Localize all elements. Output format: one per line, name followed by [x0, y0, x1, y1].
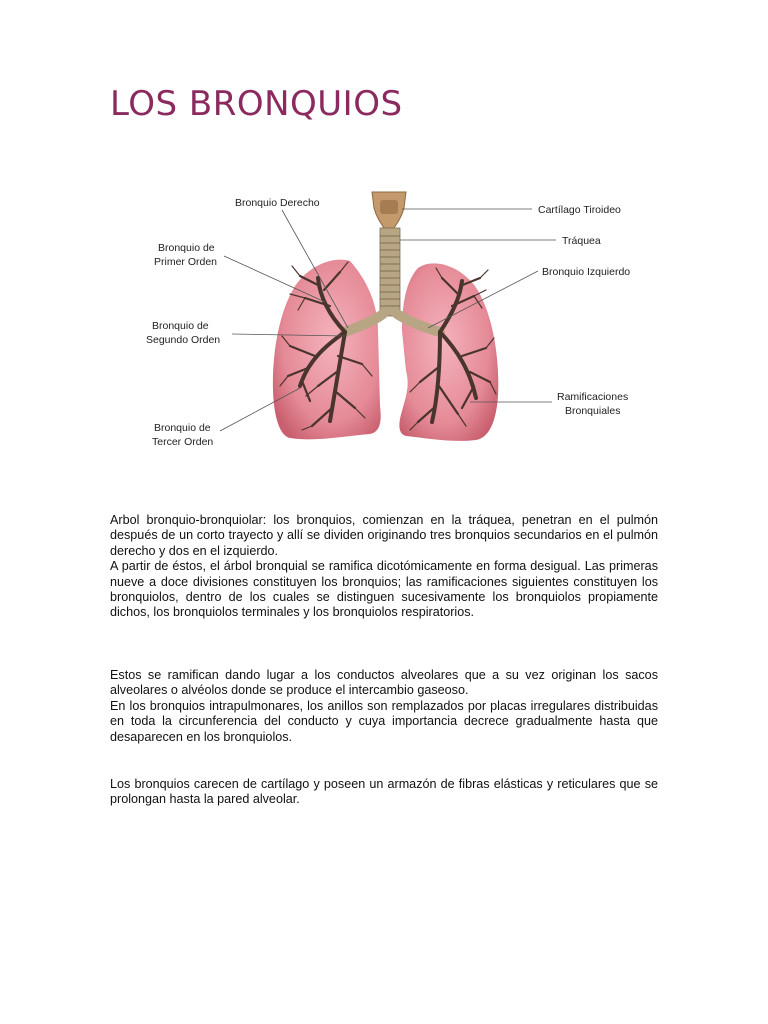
label-segundo-orden-line1: Bronquio de [152, 320, 209, 332]
page-title: LOS BRONQUIOS [110, 84, 403, 124]
paragraph-conductos-alveolares: Estos se ramifican dando lugar a los conductos alveolares que a su vez originan los sacos alveolares o alvéolos donde se produce el intercambio gaseoso. En los bronquios intrapulmonares, los anillos son remplazados por placas irregulares distribuidas en toda la circunferencia del conducto y cuya importancia decrece gradualmente hasta que desaparecen en los bronquiolos. [110, 668, 658, 744]
label-traquea: Tráquea [562, 235, 601, 247]
paragraph-fibras-elasticas: Los bronquios carecen de cartílago y poseen un armazón de fibras elásticas y reticulares que se prolongan hasta la pared alveolar. [110, 777, 658, 807]
label-bronquio-derecho: Bronquio Derecho [235, 197, 320, 209]
trachea [380, 228, 400, 316]
paragraph-arbol-bronquial: Arbol bronquio-bronquiolar: los bronquios, comienzan en la tráquea, penetran en el pulmón después de un corto trayecto y allí se dividen originando tres bronquios secundarios en el pulmón derecho y dos en el izquierdo. A partir de éstos, el árbol bronquial se ramifica dicotómicamente en forma desigual. Las primeras nueve a doce divisiones constituyen los bronquios; las ramificaciones siguientes constituyen los bronquiolos, dentro de los cuales se distinguen sucesivamente los bronquiolos propiamente dichos, los bronquiolos terminales y los bronquiolos respiratorios. [110, 513, 658, 620]
label-primer-orden-line1: Bronquio de [158, 242, 215, 254]
label-ramificaciones-line1: Ramificaciones [557, 391, 629, 403]
label-tercer-orden-line1: Bronquio de [154, 422, 211, 434]
left-lung [399, 263, 498, 441]
label-tercer-orden-line2: Tercer Orden [152, 436, 214, 448]
label-primer-orden-line2: Primer Orden [154, 256, 218, 268]
label-segundo-orden-line2: Segundo Orden [146, 334, 221, 346]
label-ramificaciones-line2: Bronquiales [565, 405, 621, 417]
label-cartilago: Cartílago Tiroideo [538, 204, 621, 216]
label-bronquio-izquierdo: Bronquio Izquierdo [542, 266, 631, 278]
lungs-diagram [140, 186, 650, 456]
